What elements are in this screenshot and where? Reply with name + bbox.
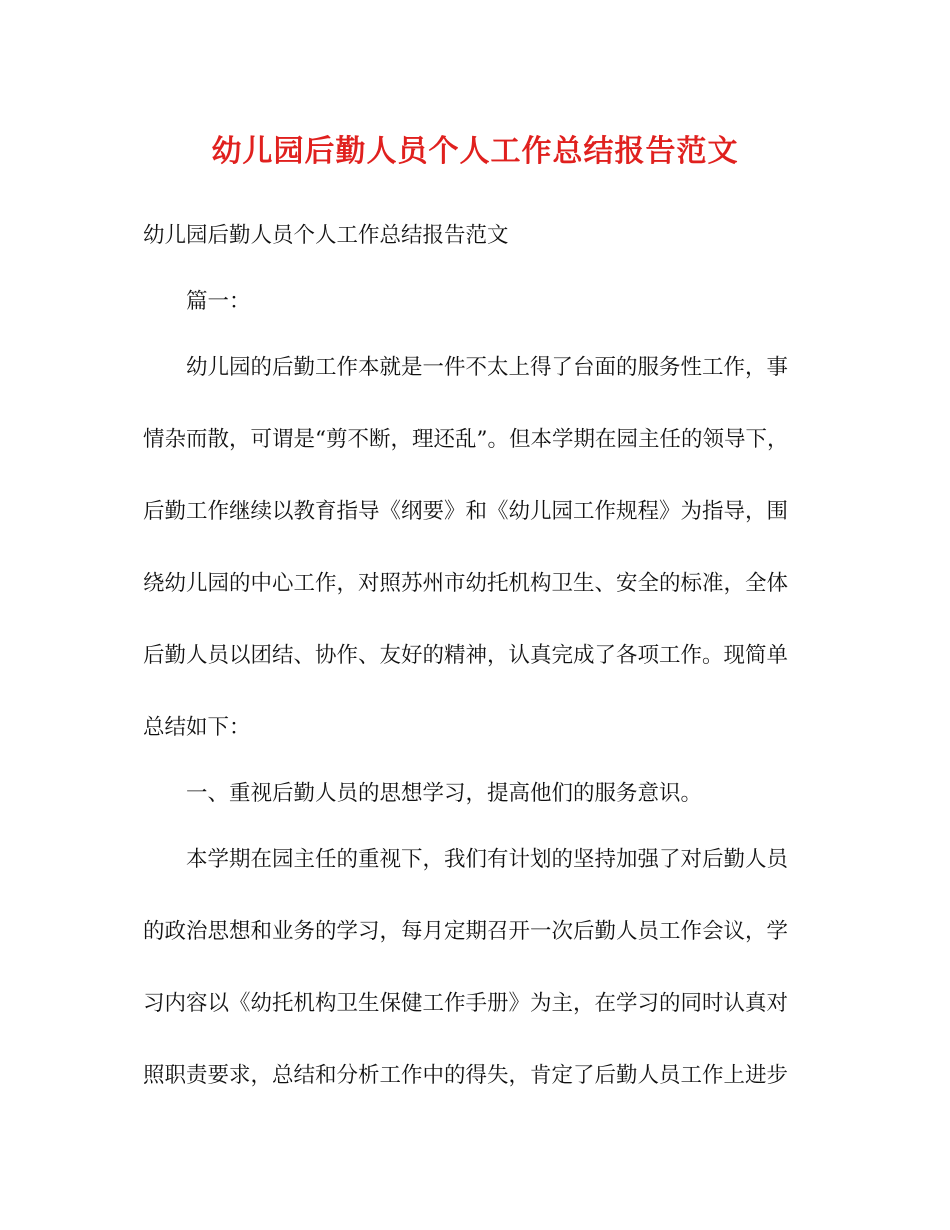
body-line-heading: 一、重视后勤人员的思想学习，提高他们的服务意识。 — [186, 781, 703, 806]
body-line: 幼儿园的后勤工作本就是一件不太上得了台面的服务性工作，事 — [186, 355, 789, 380]
body-line: 绕幼儿园的中心工作，对照苏州市幼托机构卫生、安全的标准，全体 — [143, 571, 789, 596]
body-line-subtitle: 幼儿园后勤人员个人工作总结报告范文 — [143, 223, 509, 248]
document-title: 幼儿园后勤人员个人工作总结报告范文 — [211, 134, 739, 169]
body-line: 本学期在园主任的重视下，我们有计划的坚持加强了对后勤人员 — [186, 847, 789, 872]
body-line: 总结如下： — [143, 715, 251, 740]
body-line: 照职责要求，总结和分析工作中的得失，肯定了后勤人员工作上进步 — [143, 1063, 789, 1088]
body-line-section-label: 篇一： — [186, 289, 251, 314]
body-line: 后勤人员以团结、协作、友好的精神，认真完成了各项工作。现简单 — [143, 643, 789, 668]
document-body — [143, 214, 805, 1126]
body-line: 后勤工作继续以教育指导《纲要》和《幼儿园工作规程》为指导，围 — [143, 499, 789, 524]
body-line: 的政治思想和业务的学习，每月定期召开一次后勤人员工作会议，学 — [143, 919, 789, 944]
body-line: 习内容以《幼托机构卫生保健工作手册》为主，在学习的同时认真对 — [143, 991, 789, 1016]
body-line: 情杂而散，可谓是“剪不断，理还乱”。但本学期在园主任的领导下， — [143, 427, 789, 452]
